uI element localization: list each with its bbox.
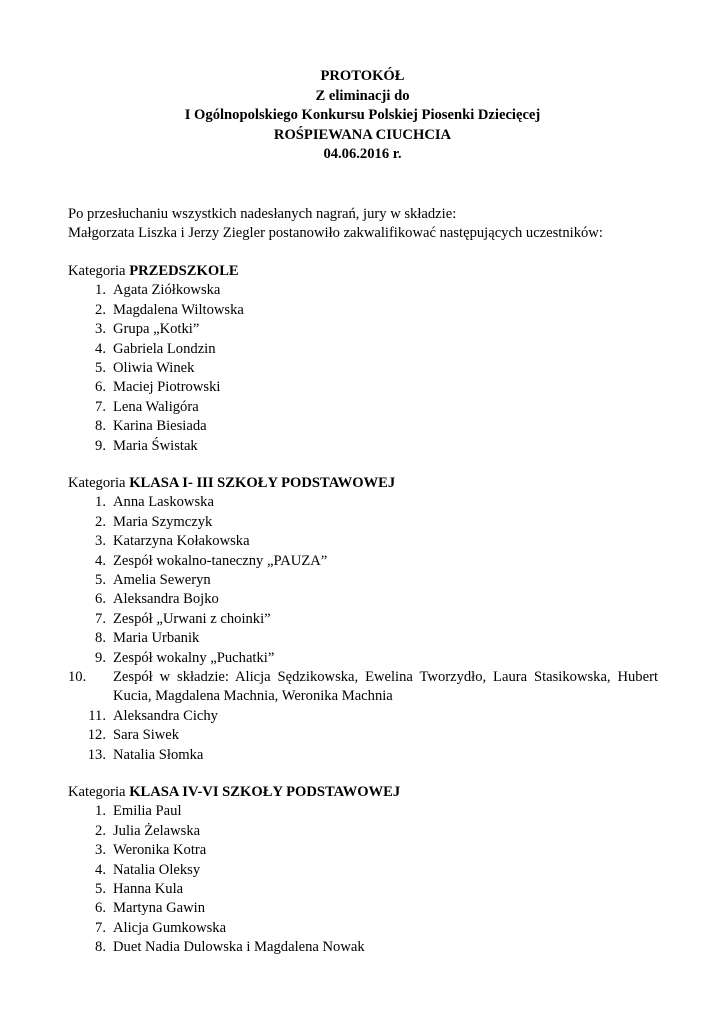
list-item [68,938,658,957]
item-number: 9. [95,437,106,454]
item-text: Maria Urbanik [113,630,200,647]
item-text: Gabriela Londzin [113,340,216,357]
list-item [68,590,658,609]
list-item [68,861,658,880]
item-text: Grupa „Kotki” [113,321,200,338]
list-item [68,726,658,745]
category-title [68,783,658,802]
list-item [68,320,658,339]
item-text: Zespół w składzie: Alicja Sędzikowska, Ewelina Tworzydło, Laura Stasikowska, Hubert Kucia, Magdalena Machnia, Weronika Machnia [113,669,658,705]
item-text: Zespół „Urwani z choinki” [113,610,271,627]
item-text: Oliwia Winek [113,360,195,377]
item-text: Duet Nadia Dulowska i Magdalena Nowak [113,939,365,956]
category-klasa-1-3 [68,474,658,765]
list-item [68,707,658,726]
item-number: 9. [95,649,106,666]
list-item [68,746,658,765]
item-text: Lena Waligóra [113,398,199,415]
header-date: 04.06.2016 r. [323,146,402,162]
item-number: 1. [95,494,106,511]
list-item [68,610,658,629]
item-text: Magdalena Wiltowska [113,301,244,318]
item-number: 12. [87,727,106,744]
item-number: 1. [95,282,106,299]
item-number: 5. [95,360,106,377]
item-text: Zespół wokalny „Puchatki” [113,649,275,666]
item-number: 6. [95,379,106,396]
list-item [68,532,658,551]
list-item [68,649,658,668]
list-item [68,513,658,532]
item-text: Maciej Piotrowski [113,379,221,396]
list-item [68,919,658,938]
item-text: Weronika Kotra [113,842,207,859]
item-number: 1. [95,803,106,820]
list-item [68,822,658,841]
list-item [68,359,658,378]
item-number: 6. [95,591,106,608]
header-contest-name: I Ogólnopolskiego Konkursu Polskiej Piosenki Dziecięcej [184,107,541,123]
item-number: 8. [95,630,106,647]
intro-line-1: Po przesłuchaniu wszystkich nadesłanych nagrań, jury w składzie: [68,206,457,222]
list-item [68,668,658,707]
item-text: Zespół wokalno-taneczny „PAUZA” [113,552,328,569]
item-number: 8. [95,418,106,435]
item-number: 5. [95,572,106,589]
list-item [68,493,658,512]
item-number: 2. [95,301,106,318]
list-item [68,802,658,821]
item-number: 2. [95,822,106,839]
item-number: 3. [95,321,106,338]
category-title [68,262,658,281]
header-contest-title: ROŚPIEWANA CIUCHCIA [273,126,452,143]
intro-paragraph [68,205,658,244]
category-name: PRZEDSZKOLE [129,263,239,279]
list-item [68,281,658,300]
list-item [68,340,658,359]
category-name: KLASA I- III SZKOŁY PODSTAWOWEJ [129,475,396,491]
item-number: 3. [95,842,106,859]
list-item [68,899,658,918]
list-item [68,841,658,860]
header-subtitle: Z eliminacji do [315,87,410,104]
item-text: Natalia Słomka [113,746,204,763]
item-text: Hanna Kula [113,881,184,898]
item-text: Natalia Oleksy [113,861,201,878]
list-item [68,437,658,456]
category-name: KLASA IV-VI SZKOŁY PODSTAWOWEJ [129,784,401,800]
list-item [68,378,658,397]
item-number: 7. [95,398,106,415]
list-item [68,398,658,417]
list-item [68,552,658,571]
item-number: 2. [95,513,106,530]
item-text: Maria Szymczyk [113,513,213,530]
item-text: Emilia Paul [113,803,182,820]
item-text: Agata Ziółkowska [113,282,221,299]
item-text: Karina Biesiada [113,418,207,435]
list-item [68,301,658,320]
item-number: 8. [95,939,106,956]
item-text: Julia Żelawska [113,822,201,839]
list-item [68,571,658,590]
item-text: Maria Świstak [113,437,198,454]
item-number: 11. [88,707,106,724]
item-number: 7. [95,919,106,936]
item-text: Katarzyna Kołakowska [113,533,250,550]
document-header [0,67,725,165]
category-prefix: Kategoria [68,263,130,279]
item-number: 4. [95,552,106,569]
category-przedszkole [68,262,658,456]
category-prefix: Kategoria [68,475,130,491]
item-text: Anna Laskowska [113,494,214,511]
category-klasa-4-6 [68,783,658,958]
list-item [68,629,658,648]
item-number: 10. [68,669,87,686]
participant-list [68,281,658,456]
item-text: Martyna Gawin [113,900,205,917]
item-text: Aleksandra Cichy [113,707,218,724]
item-number: 4. [95,861,106,878]
list-item [68,417,658,436]
item-text: Alicja Gumkowska [113,919,227,936]
item-text: Amelia Seweryn [113,572,211,589]
intro-line-2: Małgorzata Liszka i Jerzy Ziegler postanowiło zakwalifikować następujących uczestników: [68,225,603,242]
item-number: 4. [95,340,106,357]
item-number: 13. [87,746,106,763]
header-title: PROTOKÓŁ [320,68,405,84]
list-item [68,880,658,899]
participant-list [68,493,658,765]
item-number: 5. [95,881,106,898]
item-number: 6. [95,900,106,917]
item-number: 3. [95,533,106,550]
item-text: Sara Siwek [113,727,180,744]
item-number: 7. [95,610,106,627]
category-title [68,474,658,493]
category-prefix: Kategoria [68,784,130,800]
item-text: Aleksandra Bojko [113,591,219,608]
participant-list [68,802,658,957]
